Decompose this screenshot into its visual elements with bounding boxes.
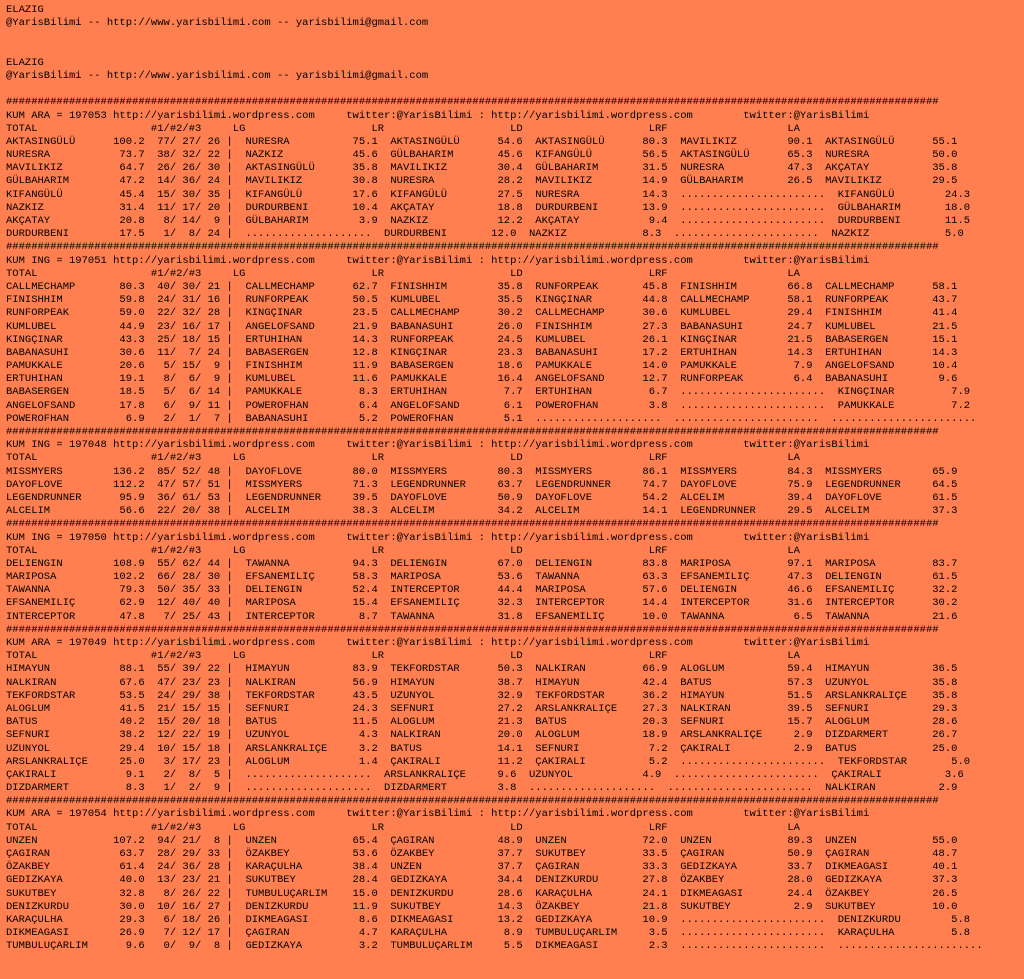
header-line [6, 44, 1024, 57]
table-row: FINISHHIM 59.8 24/ 31/ 16 | RUNFORPEAK 50.5 KUMLUBEL 35.5 KINGÇINAR 44.8 CALLMECHAMP 58.1 RUNFORPEAK 43.7 [6, 294, 958, 307]
table-row: NALKIRAN 67.6 47/ 23/ 23 | NALKIRAN 56.9 HIMAYUN 38.7 HIMAYUN 42.4 BATUS 57.3 UZUNYOL 35.8 [6, 676, 958, 689]
separator-line: #################################################################################################################################################### [6, 623, 939, 636]
table-row: KARAÇULHA 29.3 6/ 18/ 26 | DIKMEAGASI 8.6 DIKMEAGASI 13.2 GEDIZKAYA 10.9 ....................... DENIZKURDU 5.8 [6, 913, 971, 926]
table-row: DAYOFLOVE 112.2 47/ 57/ 51 | MISSMYERS 71.3 LEGENDRUNNER 63.7 LEGENDRUNNER 74.7 DAYOFLOVE 75.9 LEGENDRUNNER 64.5 [6, 478, 958, 491]
header-line [6, 83, 1024, 96]
column-header: TOTAL #1/#2/#3 LG LR LD LRF LA [6, 821, 800, 834]
header-line [6, 30, 1024, 43]
column-header: TOTAL #1/#2/#3 LG LR LD LRF LA [6, 452, 800, 465]
table-row: ALOGLUM 41.5 21/ 15/ 15 | SEFNURI 24.3 SEFNURI 27.2 ARSLANKRALIÇE 27.3 NALKIRAN 39.5 SEFNURI 29.3 [6, 702, 958, 715]
table-row: GEDIZKAYA 40.0 13/ 23/ 21 | SUKUTBEY 28.4 GEDIZKAYA 34.4 DENIZKURDU 27.8 ÖZAKBEY 28.0 GEDIZKAYA 37.3 [6, 874, 958, 887]
table-row: PAMUKKALE 20.6 5/ 15/ 9 | FINISHHIM 11.9 BABASERGEN 18.6 PAMUKKALE 14.0 PAMUKKALE 7.9 ANGELOFSAND 10.4 [6, 360, 958, 373]
column-header: TOTAL #1/#2/#3 LG LR LD LRF LA [6, 650, 800, 663]
table-row: BABANASUHI 30.6 11/ 7/ 24 | BABASERGEN 12.8 KINGÇINAR 23.3 BABANASUHI 17.2 ERTUHIHAN 14.3 ERTUHIHAN 14.3 [6, 346, 958, 359]
table-row: DIZDARMERT 8.3 1/ 2/ 9 | .................... DIZDARMERT 3.8 .................... ....................... NALKIRAN 2.9 [6, 782, 958, 795]
table-row: RUNFORPEAK 59.0 22/ 32/ 28 | KINGÇINAR 23.5 CALLMECHAMP 30.2 CALLMECHAMP 30.6 KUMLUBEL 29.4 FINISHHIM 41.4 [6, 307, 958, 320]
table-row: SEFNURI 38.2 12/ 22/ 19 | UZUNYOL 4.3 NALKIRAN 20.0 ALOGLUM 18.9 ARSLANKRALIÇE 2.9 DIZDARMERT 26.7 [6, 729, 958, 742]
race-title: KUM ARA = 197053 http://yarisbilimi.wordpress.com twitter:@YarisBilimi : http://yarisbilimi.wordpress.com twitter:@YarisBilimi [6, 109, 870, 122]
table-row: AKTASINGÜLÜ 100.2 77/ 27/ 26 | NURESRA 75.1 AKTASINGÜLÜ 54.6 AKTASINGÜLÜ 80.3 MAVILIKIZ 90.1 AKTASINGÜLÜ 55.1 [6, 135, 958, 148]
table-row: GÜLBAHARIM 47.2 14/ 36/ 24 | MAVILIKIZ 30.8 NURESRA 28.2 MAVILIKIZ 14.9 GÜLBAHARIM 26.5 MAVILIKIZ 29.5 [6, 175, 958, 188]
race-title: KUM ING = 197051 http://yarisbilimi.wordpress.com twitter:@YarisBilimi : http://yarisbilimi.wordpress.com twitter:@YarisBilimi [6, 254, 870, 267]
table-row: TUMBULUÇARLIM 9.6 0/ 9/ 8 | GEDIZKAYA 3.2 TUMBULUÇARLIM 5.5 DIKMEAGASI 2.3 ....................... ....................... [6, 940, 983, 953]
table-row: BABASERGEN 18.5 5/ 6/ 14 | PAMUKKALE 8.3 ERTUHIHAN 7.7 ERTUHIHAN 6.7 ....................... KINGÇINAR 7.9 [6, 386, 971, 399]
table-row: UNZEN 107.2 94/ 21/ 8 | UNZEN 65.4 ÇAGIRAN 48.9 UNZEN 72.0 UNZEN 89.3 UNZEN 55.0 [6, 834, 958, 847]
table-row: ERTUHIHAN 19.1 8/ 6/ 9 | KUMLUBEL 11.6 PAMUKKALE 16.4 ANGELOFSAND 12.7 RUNFORPEAK 6.4 BABANASUHI 9.6 [6, 373, 958, 386]
race-title: KUM ARA = 197049 http://yarisbilimi.wordpress.com twitter:@YarisBilimi : http://yarisbilimi.wordpress.com twitter:@YarisBilimi [6, 637, 870, 649]
table-row: BATUS 40.2 15/ 20/ 18 | BATUS 11.5 ALOGLUM 21.3 BATUS 20.3 SEFNURI 15.7 ALOGLUM 28.6 [6, 716, 958, 729]
table-row: TAWANNA 79.3 50/ 35/ 33 | DELIENGIN 52.4 INTERCEPTOR 44.4 MARIPOSA 57.6 DELIENGIN 46.6 EFSANEMILIÇ 32.2 [6, 584, 958, 597]
table-row: ÖZAKBEY 61.4 24/ 36/ 28 | KARAÇULHA 38.4 UNZEN 37.7 ÇAGIRAN 33.3 GEDIZKAYA 33.7 DIKMEAGASI 40.1 [6, 861, 958, 874]
table-row: DENIZKURDU 30.0 10/ 16/ 27 | DENIZKURDU 11.9 SUKUTBEY 14.3 ÖZAKBEY 21.8 SUKUTBEY 2.9 SUKUTBEY 10.0 [6, 900, 958, 913]
table-row: ÇAKIRALI 9.1 2/ 8/ 5 | .................... ARSLANKRALIÇE 9.6 UZUNYOL 4.9 ....................... ÇAKIRALI 3.6 [6, 768, 964, 781]
table-row: SUKUTBEY 32.8 8/ 26/ 22 | TUMBULUÇARLIM 15.0 DENIZKURDU 28.6 KARAÇULHA 24.1 DIKMEAGASI 24.4 ÖZAKBEY 26.5 [6, 887, 958, 900]
race-title: KUM ING = 197048 http://yarisbilimi.wordpress.com twitter:@YarisBilimi : http://yarisbilimi.wordpress.com twitter:@YarisBilimi [6, 439, 870, 452]
separator-line: #################################################################################################################################################### [6, 795, 939, 808]
table-row: DIKMEAGASI 26.9 7/ 12/ 17 | ÇAGIRAN 4.7 KARAÇULHA 8.9 TUMBULUÇARLIM 3.5 ....................... KARAÇULHA 5.8 [6, 927, 971, 940]
header-line: ELAZIG [6, 56, 44, 69]
table-row: MAVILIKIZ 64.7 26/ 26/ 30 | AKTASINGÜLÜ 35.8 MAVILIKIZ 30.4 GÜLBAHARIM 31.5 NURESRA 47.3 AKÇATAY 35.8 [6, 162, 958, 175]
column-header: TOTAL #1/#2/#3 LG LR LD LRF LA [6, 267, 800, 280]
separator-line: #################################################################################################################################################### [6, 518, 939, 531]
separator-line: #################################################################################################################################################### [6, 96, 939, 109]
race-title: KUM ING = 197050 http://yarisbilimi.wordpress.com twitter:@YarisBilimi : http://yarisbilimi.wordpress.com twitter:@YarisBilimi [6, 531, 870, 544]
table-row: NURESRA 73.7 38/ 32/ 22 | NAZKIZ 45.6 GÜLBAHARIM 45.6 KIFANGÜLÜ 56.5 AKTASINGÜLÜ 65.3 NURESRA 50.0 [6, 149, 958, 162]
table-row: DURDURBENI 17.5 1/ 8/ 24 | .................... DURDURBENI 12.0 NAZKIZ 8.3 ....................... NAZKIZ 5.0 [6, 228, 964, 241]
column-header: TOTAL #1/#2/#3 LG LR LD LRF LA [6, 122, 800, 135]
table-row: DELIENGIN 108.9 55/ 62/ 44 | TAWANNA 94.3 DELIENGIN 67.0 DELIENGIN 83.8 MARIPOSA 97.1 MARIPOSA 83.7 [6, 557, 958, 570]
table-row: MISSMYERS 136.2 85/ 52/ 48 | DAYOFLOVE 80.0 MISSMYERS 80.3 MISSMYERS 86.1 MISSMYERS 84.3 MISSMYERS 65.9 [6, 465, 958, 478]
table-row: ANGELOFSAND 17.8 6/ 9/ 11 | POWEROFHAN 6.4 ANGELOFSAND 6.1 POWEROFHAN 3.8 ....................... PAMUKKALE 7.2 [6, 399, 971, 412]
race-title: KUM ARA = 197054 http://yarisbilimi.wordpress.com twitter:@YarisBilimi : http://yarisbilimi.wordpress.com twitter:@YarisBilimi [6, 808, 870, 821]
header-line: @YarisBilimi -- http://www.yarisbilimi.com -- yarisbilimi@gmail.com [6, 69, 429, 82]
header-line: ELAZIG [6, 4, 44, 16]
table-row: KINGÇINAR 43.3 25/ 18/ 15 | ERTUHIHAN 14.3 RUNFORPEAK 24.5 KUMLUBEL 26.1 KINGÇINAR 21.5 BABASERGEN 15.1 [6, 333, 958, 346]
table-row: AKÇATAY 20.8 8/ 14/ 9 | GÜLBAHARIM 3.9 NAZKIZ 12.2 AKÇATAY 9.4 ....................... DURDURBENI 11.5 [6, 215, 971, 227]
separator-line: #################################################################################################################################################### [6, 241, 939, 254]
table-row: MARIPOSA 102.2 66/ 28/ 30 | EFSANEMILIÇ 58.3 MARIPOSA 53.6 TAWANNA 63.3 EFSANEMILIÇ 47.3 DELIENGIN 61.5 [6, 571, 958, 584]
table-row: EFSANEMILIÇ 62.9 12/ 40/ 40 | MARIPOSA 15.4 EFSANEMILIÇ 32.3 INTERCEPTOR 14.4 INTERCEPTOR 31.6 INTERCEPTOR 30.2 [6, 597, 958, 610]
table-row: HIMAYUN 88.1 55/ 39/ 22 | HIMAYUN 83.9 TEKFORDSTAR 50.3 NALKIRAN 66.9 ALOGLUM 59.4 HIMAYUN 36.5 [6, 663, 958, 676]
column-header: TOTAL #1/#2/#3 LG LR LD LRF LA [6, 544, 800, 557]
table-row: ALCELIM 56.6 22/ 20/ 38 | ALCELIM 38.3 ALCELIM 34.2 ALCELIM 14.1 LEGENDRUNNER 29.5 ALCELIM 37.3 [6, 505, 958, 518]
table-row: KIFANGÜLÜ 45.4 15/ 30/ 35 | KIFANGÜLÜ 17.6 KIFANGÜLÜ 27.5 NURESRA 14.3 ....................... KIFANGÜLÜ 24.3 [6, 188, 971, 201]
table-row: POWEROFHAN 6.9 2/ 1/ 7 | BABANASUHI 5.2 POWEROFHAN 5.1 .................... ....................... ....................... [6, 412, 977, 425]
table-row: CALLMECHAMP 80.3 40/ 30/ 21 | CALLMECHAMP 62.7 FINISHHIM 35.8 RUNFORPEAK 45.8 FINISHHIM 66.8 CALLMECHAMP 58.1 [6, 280, 958, 293]
table-row: UZUNYOL 29.4 10/ 15/ 18 | ARSLANKRALIÇE 3.2 BATUS 14.1 SEFNURI 7.2 ÇAKIRALI 2.9 BATUS 25.0 [6, 742, 958, 755]
separator-line: #################################################################################################################################################### [6, 426, 939, 438]
table-row: NAZKIZ 31.4 11/ 17/ 20 | DURDURBENI 10.4 AKÇATAY 18.8 DURDURBENI 13.9 ....................... GÜLBAHARIM 18.0 [6, 201, 971, 214]
table-row: KUMLUBEL 44.9 23/ 16/ 17 | ANGELOFSAND 21.9 BABANASUHI 26.0 FINISHHIM 27.3 BABANASUHI 24.7 KUMLUBEL 21.5 [6, 320, 958, 333]
table-row: LEGENDRUNNER 95.9 36/ 61/ 53 | LEGENDRUNNER 39.5 DAYOFLOVE 50.9 DAYOFLOVE 54.2 ALCELIM 39.4 DAYOFLOVE 61.5 [6, 491, 958, 504]
table-row: ÇAGIRAN 63.7 28/ 29/ 33 | ÖZAKBEY 53.6 ÖZAKBEY 37.7 SUKUTBEY 33.5 ÇAGIRAN 50.9 ÇAGIRAN 48.7 [6, 848, 958, 860]
header-line: @YarisBilimi -- http://www.yarisbilimi.com -- yarisbilimi@gmail.com [6, 17, 429, 30]
table-row: INTERCEPTOR 47.8 7/ 25/ 43 | INTERCEPTOR 8.7 TAWANNA 31.8 EFSANEMILIÇ 10.0 TAWANNA 6.5 TAWANNA 21.6 [6, 610, 958, 623]
table-row: ARSLANKRALIÇE 25.0 3/ 17/ 23 | ALOGLUM 1.4 ÇAKIRALI 11.2 ÇAKIRALI 5.2 ....................... TEKFORDSTAR 5.0 [6, 755, 971, 768]
table-row: TEKFORDSTAR 53.5 24/ 29/ 38 | TEKFORDSTAR 43.5 UZUNYOL 32.9 TEKFORDSTAR 36.2 HIMAYUN 51.5 ARSLANKRALIÇE 35.8 [6, 689, 958, 702]
